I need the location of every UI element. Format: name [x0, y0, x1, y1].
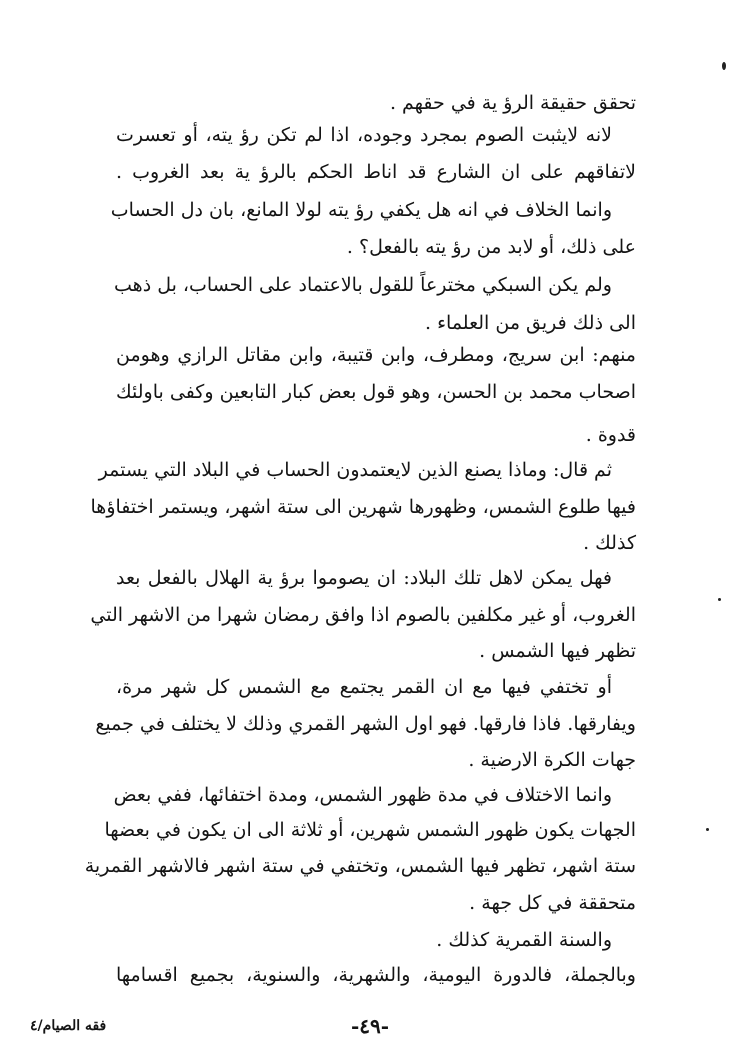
text-line: لانه لايثبت الصوم بمجرد وجوده، اذا لم تكن رؤ يته، أو تعسرت [116, 124, 612, 146]
text-line: فيها طلوع الشمس، وظهورها شهرين الى ستة اشهر، ويستمر اختفاؤها [90, 496, 636, 518]
text-line: ستة اشهر، تظهر فيها الشمس، وتختفي في ستة اشهر فالاشهر القمرية [84, 855, 636, 877]
text-line: والسنة القمرية كذلك . [436, 929, 612, 951]
text-line: الغروب، أو غير مكلفين بالصوم اذا وافق رمضان شهرا من الاشهر التي [90, 604, 636, 626]
text-line: وبالجملة، فالدورة اليومية، والشهرية، والسنوية، بجميع اقسامها [116, 964, 636, 986]
text-line: فهل يمكن لاهل تلك البلاد: ان يصوموا برؤ ية الهلال بالفعل بعد [116, 567, 612, 589]
text-line: ثم قال: وماذا يصنع الذين لايعتمدون الحساب في البلاد التي يستمر [98, 459, 612, 481]
text-line: ولم يكن السبكي مخترعاً للقول بالاعتماد على الحساب، بل ذهب [114, 274, 612, 296]
running-footer-title: فقه الصيام/٤ [30, 1018, 107, 1034]
scan-speck [706, 828, 709, 831]
text-line: على ذلك، أو لابد من رؤ يته بالفعل؟ . [346, 236, 636, 258]
text-line: تحقق حقيقة الرؤ ية في حقهم . [389, 92, 636, 114]
text-line: وانما الاختلاف في مدة ظهور الشمس، ومدة اختفائها، ففي بعض [113, 784, 612, 806]
text-line: ويفارقها. فاذا فارقها. فهو اول الشهر القمري وذلك لا يختلف في جميع [95, 713, 636, 735]
text-line: قدوة . [585, 424, 636, 446]
text-line: أو تختفي فيها مع ان القمر يجتمع مع الشمس كل شهر مرة، [116, 676, 612, 698]
text-line: منهم: ابن سريج، ومطرف، وابن قتيبة، وابن مقاتل الرازي وهومن [116, 344, 636, 366]
text-line: تظهر فيها الشمس . [479, 640, 636, 662]
text-line: متحققة في كل جهة . [469, 892, 636, 914]
scan-speck [718, 598, 721, 601]
text-line: الى ذلك فريق من العلماء . [425, 312, 636, 334]
text-line: اصحاب محمد بن الحسن، وهو قول بعض كبار التابعين وكفى باولئك [116, 381, 636, 403]
text-line: كذلك . [583, 532, 636, 554]
text-line: وانما الخلاف في انه هل يكفي رؤ يته لولا المانع، بان دل الحساب [110, 199, 612, 221]
text-line: الجهات يكون ظهور الشمس شهرين، أو ثلاثة الى ان يكون في بعضها [104, 819, 636, 841]
text-line: لاتفاقهم على ان الشارع قد اناط الحكم بالرؤ ية بعد الغروب . [116, 161, 636, 183]
page-number: -٤٩- [350, 1014, 390, 1038]
text-line: جهات الكرة الارضية . [468, 749, 636, 771]
scan-speck [722, 62, 726, 70]
